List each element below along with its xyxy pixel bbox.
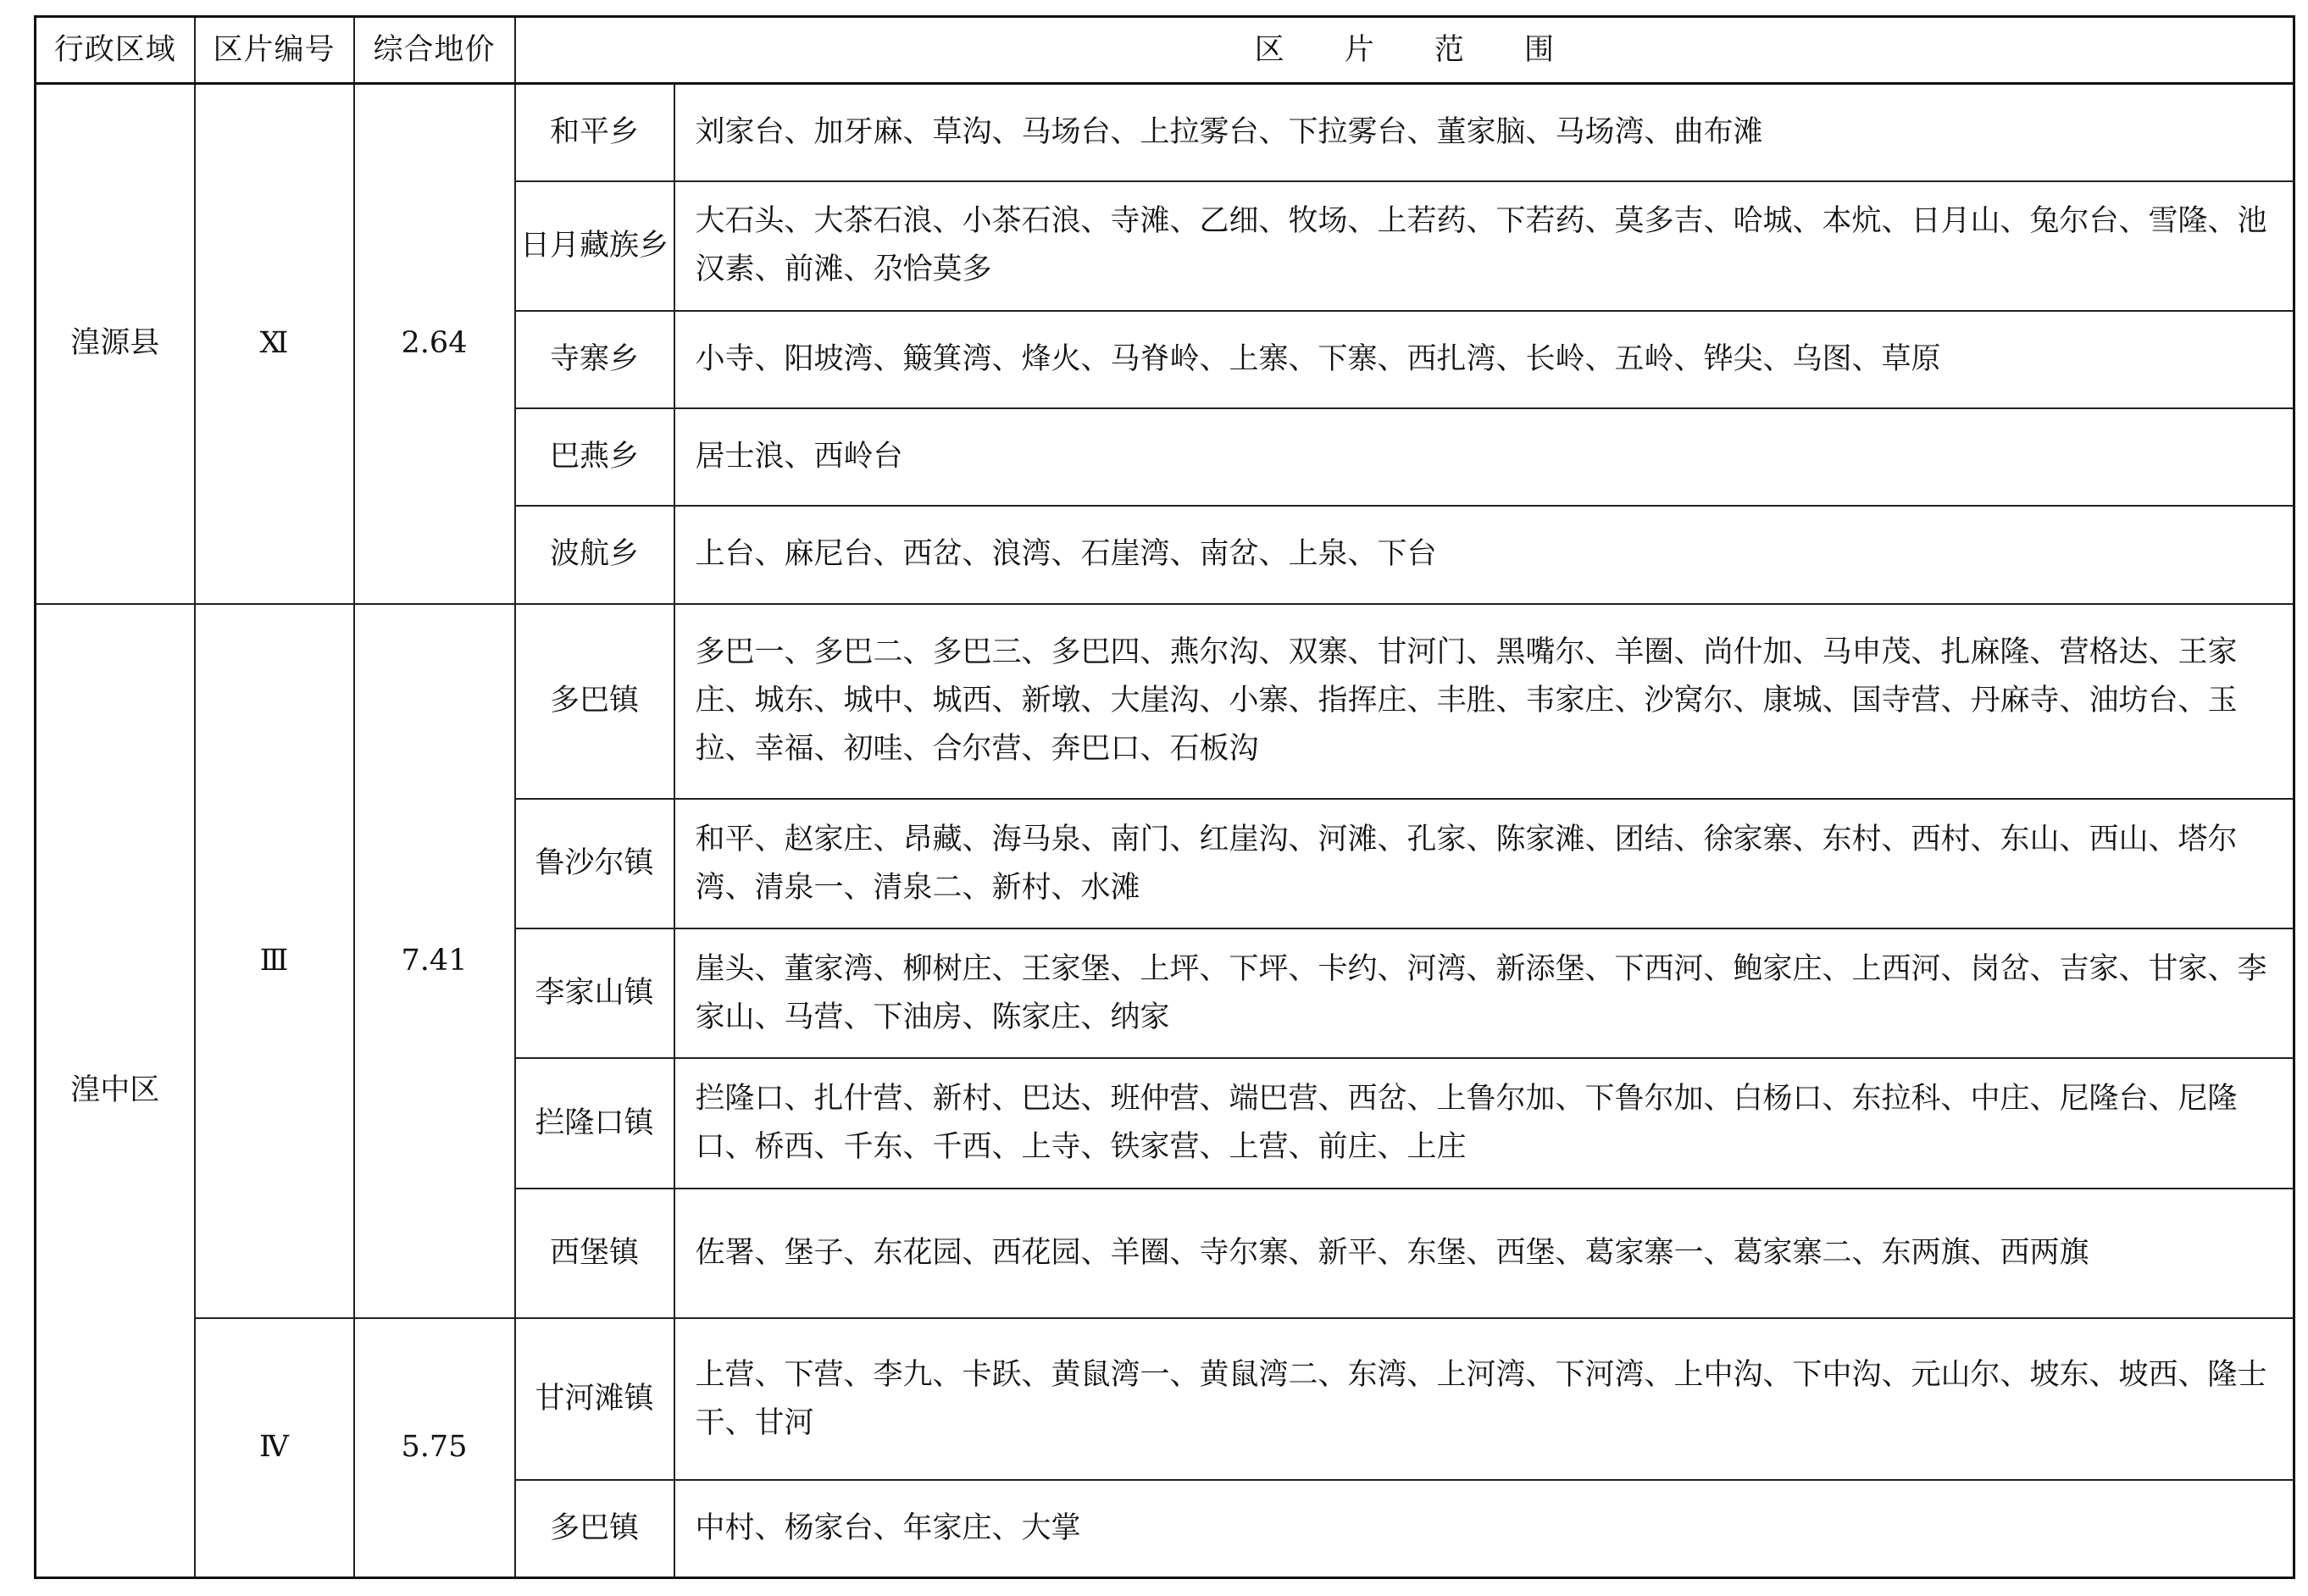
town-cell: 西堡镇 (515, 1189, 674, 1318)
price-cell: 5.75 (354, 1318, 515, 1578)
zone-id-cell: Ⅳ (195, 1318, 354, 1578)
scope-cell: 上台、麻尼台、西岔、浪湾、石崖湾、南岔、上泉、下台 (674, 506, 2294, 603)
region-cell: 湟源县 (36, 84, 195, 604)
table-row (36, 84, 2294, 181)
scope-cell: 拦隆口、扎什营、新村、巴达、班仲营、端巴营、西岔、上鲁尔加、下鲁尔加、白杨口、东拉科、中庄、尼隆台、尼隆口、桥西、千东、千西、上寺、铁家营、上营、前庄、上庄 (674, 1058, 2294, 1188)
land-price-table (34, 15, 2295, 1579)
header-region: 行政区域 (36, 17, 195, 84)
header-scope (515, 17, 2294, 84)
zone-id-cell: Ⅺ (195, 84, 354, 604)
scope-cell: 中村、杨家台、年家庄、大掌 (674, 1480, 2294, 1577)
town-cell: 寺寨乡 (515, 311, 674, 408)
town-cell: 多巴镇 (515, 604, 674, 799)
zone-id-cell: Ⅲ (195, 604, 354, 1318)
region-cell: 湟中区 (36, 604, 195, 1578)
town-cell: 甘河滩镇 (515, 1318, 674, 1480)
town-cell: 李家山镇 (515, 928, 674, 1058)
town-cell: 日月藏族乡 (515, 181, 674, 311)
scope-cell: 小寺、阳坡湾、簸箕湾、烽火、马脊岭、上寨、下寨、西扎湾、长岭、五岭、铧尖、乌图、草原 (674, 311, 2294, 408)
scope-cell: 佐署、堡子、东花园、西花园、羊圈、寺尔寨、新平、东堡、西堡、葛家寨一、葛家寨二、东两旗、西两旗 (674, 1189, 2294, 1318)
town-cell: 波航乡 (515, 506, 674, 603)
scope-cell: 大石头、大茶石浪、小茶石浪、寺滩、乙细、牧场、上若药、下若药、莫多吉、哈城、本炕、日月山、兔尔台、雪隆、池汉素、前滩、尕恰莫多 (674, 181, 2294, 311)
header-zone-id: 区片编号 (195, 17, 354, 84)
town-cell: 多巴镇 (515, 1480, 674, 1577)
town-cell: 和平乡 (515, 84, 674, 181)
town-cell: 巴燕乡 (515, 408, 674, 506)
scope-cell: 上营、下营、李九、卡跃、黄鼠湾一、黄鼠湾二、东湾、上河湾、下河湾、上中沟、下中沟、元山尔、坡东、坡西、隆士干、甘河 (674, 1318, 2294, 1480)
scope-cell: 和平、赵家庄、昂藏、海马泉、南门、红崖沟、河滩、孔家、陈家滩、团结、徐家寨、东村、西村、东山、西山、塔尔湾、清泉一、清泉二、新村、水滩 (674, 799, 2294, 928)
scope-cell: 崖头、董家湾、柳树庄、王家堡、上坪、下坪、卡约、河湾、新添堡、下西河、鲍家庄、上西河、岗岔、吉家、甘家、李家山、马营、下油房、陈家庄、纳家 (674, 928, 2294, 1058)
town-cell: 鲁沙尔镇 (515, 799, 674, 928)
town-cell: 拦隆口镇 (515, 1058, 674, 1188)
header-row (36, 17, 2294, 84)
scope-cell: 居士浪、西岭台 (674, 408, 2294, 506)
scope-cell: 多巴一、多巴二、多巴三、多巴四、燕尔沟、双寨、甘河门、黑嘴尔、羊圈、尚什加、马申茂、扎麻隆、营格达、王家庄、城东、城中、城西、新墩、大崖沟、小寨、指挥庄、丰胜、韦家庄、沙窝尔、康城、国寺营、丹麻寺、油坊台、玉拉、幸福、初哇、合尔营、奔巴口、石板沟 (674, 604, 2294, 799)
header-price: 综合地价 (354, 17, 515, 84)
table-row (36, 1318, 2294, 1480)
header-scope-label: 区 片 范 围 (1254, 32, 1579, 67)
table-row (36, 604, 2294, 799)
price-cell: 2.64 (354, 84, 515, 604)
price-cell: 7.41 (354, 604, 515, 1318)
scope-cell: 刘家台、加牙麻、草沟、马场台、上拉雾台、下拉雾台、董家脑、马场湾、曲布滩 (674, 84, 2294, 181)
